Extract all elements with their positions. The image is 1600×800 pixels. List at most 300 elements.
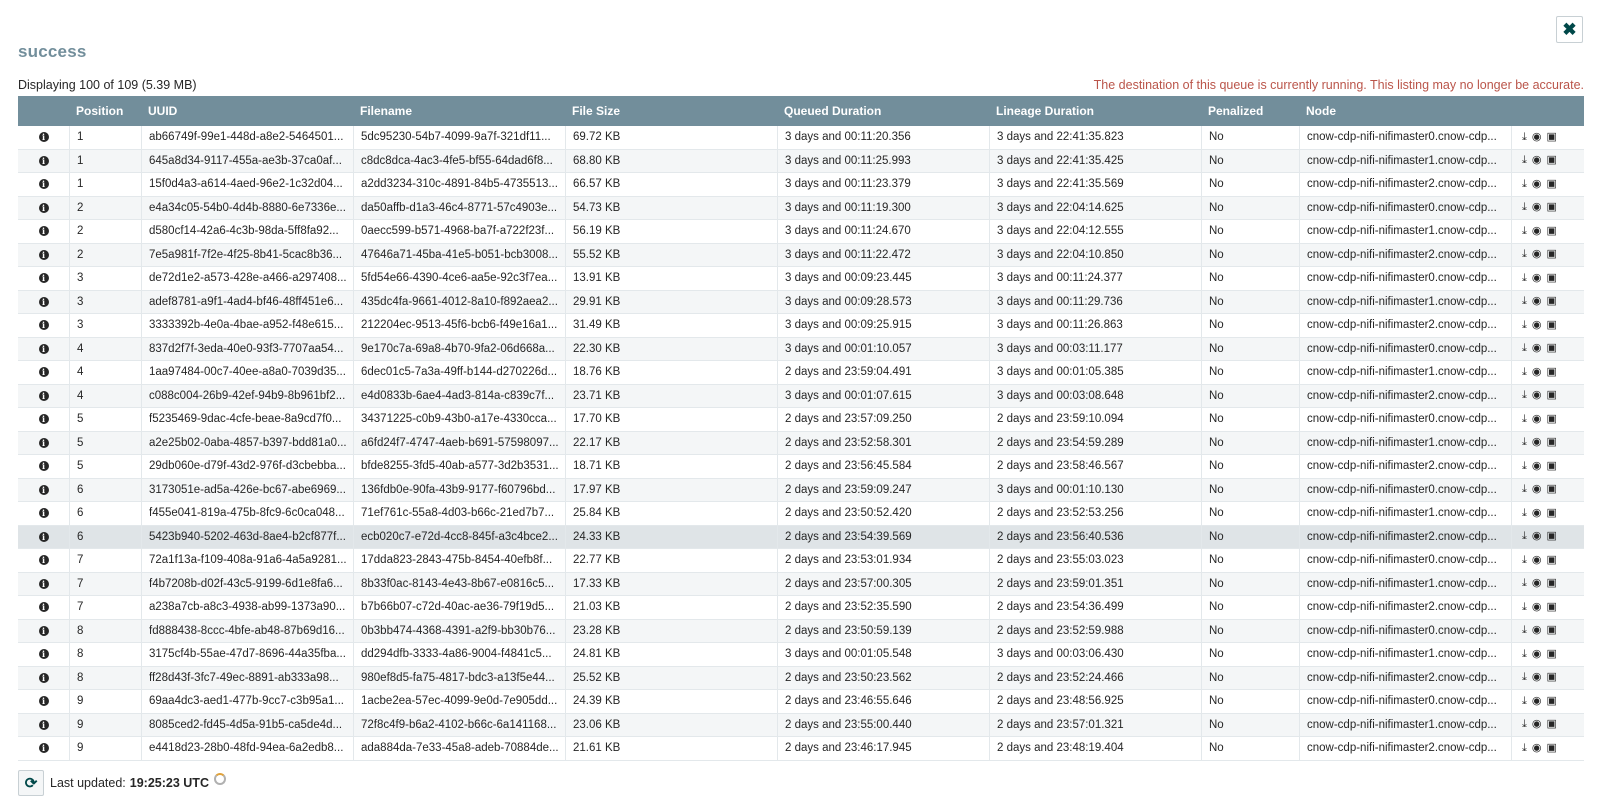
eye-icon[interactable]: ◉ (1531, 624, 1542, 637)
actions-cell (1512, 197, 1584, 220)
info-circle-icon[interactable]: i (39, 250, 49, 260)
download-icon[interactable]: ⤓ (1522, 600, 1527, 613)
table-row[interactable] (18, 596, 1584, 620)
table-row[interactable] (18, 126, 1584, 150)
info-circle-icon[interactable]: i (39, 320, 49, 330)
refresh-icon: ⟳ (24, 775, 38, 792)
queued-duration-cell: 2 days and 23:46:55.646 (778, 690, 990, 713)
eye-icon[interactable]: ◉ (1531, 647, 1542, 660)
column-header-position[interactable]: Position (76, 104, 124, 118)
provenance-icon[interactable]: ▣ (1546, 506, 1557, 519)
download-icon[interactable]: ⤓ (1522, 553, 1527, 566)
table-row[interactable] (18, 479, 1584, 503)
download-icon[interactable]: ⤓ (1522, 483, 1527, 496)
provenance-icon[interactable]: ▣ (1546, 365, 1557, 378)
download-icon[interactable]: ⤓ (1522, 741, 1527, 754)
eye-icon[interactable]: ◉ (1531, 318, 1542, 331)
info-circle-icon[interactable]: i (39, 649, 49, 659)
eye-icon[interactable]: ◉ (1531, 506, 1542, 519)
eye-icon[interactable]: ◉ (1531, 154, 1542, 167)
eye-icon[interactable]: ◉ (1531, 671, 1542, 684)
uuid-cell: e4418d23-28b0-48fd-94ea-6a2edb8... (142, 737, 354, 760)
download-icon[interactable]: ⤓ (1522, 365, 1527, 378)
table-row[interactable] (18, 197, 1584, 221)
actions-cell (1512, 573, 1584, 596)
provenance-icon[interactable]: ▣ (1546, 318, 1557, 331)
filename-cell: 212204ec-9513-45f6-bcb6-f49e16a1... (354, 314, 566, 337)
actions-cell (1512, 150, 1584, 173)
download-icon[interactable]: ⤓ (1522, 342, 1527, 355)
eye-icon[interactable]: ◉ (1531, 553, 1542, 566)
footer (18, 770, 226, 796)
penalized-cell: No (1202, 338, 1300, 361)
info-cell (18, 267, 70, 290)
filename-cell: 1acbe2ea-57ec-4099-9e0d-7e905dd... (354, 690, 566, 713)
queued-duration-cell: 3 days and 00:01:05.548 (778, 643, 990, 666)
info-circle-icon[interactable]: i (39, 696, 49, 706)
position-cell: 2 (70, 197, 142, 220)
eye-icon[interactable]: ◉ (1531, 365, 1542, 378)
column-header-filename[interactable]: Filename (360, 104, 413, 118)
queued-duration-cell: 2 days and 23:59:09.247 (778, 479, 990, 502)
lineage-duration-cell: 3 days and 00:11:26.863 (990, 314, 1202, 337)
table-row[interactable] (18, 220, 1584, 244)
file-size-cell: 24.81 KB (566, 643, 778, 666)
download-icon[interactable]: ⤓ (1522, 412, 1527, 425)
column-header-uuid[interactable]: UUID (148, 104, 178, 118)
last-updated-time: 19:25:23 UTC (129, 776, 209, 790)
eye-icon[interactable]: ◉ (1531, 483, 1542, 496)
eye-icon[interactable]: ◉ (1531, 694, 1542, 707)
info-cell (18, 173, 70, 196)
actions-cell (1512, 549, 1584, 572)
file-size-cell: 23.06 KB (566, 714, 778, 737)
info-circle-icon[interactable]: i (39, 132, 49, 142)
eye-icon[interactable]: ◉ (1531, 412, 1542, 425)
penalized-cell: No (1202, 479, 1300, 502)
table-row[interactable] (18, 432, 1584, 456)
uuid-cell: 3173051e-ad5a-426e-bc67-abe6969... (142, 479, 354, 502)
download-icon[interactable]: ⤓ (1522, 154, 1527, 167)
actions-cell (1512, 737, 1584, 760)
actions-cell (1512, 643, 1584, 666)
queued-duration-cell: 2 days and 23:54:39.569 (778, 526, 990, 549)
filename-cell: 47646a71-45ba-41e5-b051-bcb3008... (354, 244, 566, 267)
penalized-cell: No (1202, 549, 1300, 572)
lineage-duration-cell: 3 days and 00:03:06.430 (990, 643, 1202, 666)
file-size-cell: 17.70 KB (566, 408, 778, 431)
actions-cell (1512, 291, 1584, 314)
filename-cell: 71ef761c-55a8-4d03-b66c-21ed7b7... (354, 502, 566, 525)
file-size-cell: 22.17 KB (566, 432, 778, 455)
filename-cell: 8b33f0ac-8143-4e43-8b67-e0816c5... (354, 573, 566, 596)
info-circle-icon[interactable]: i (39, 626, 49, 636)
uuid-cell: 3333392b-4e0a-4bae-a952-f48e615... (142, 314, 354, 337)
provenance-icon[interactable]: ▣ (1546, 295, 1557, 308)
penalized-cell: No (1202, 596, 1300, 619)
lineage-duration-cell: 2 days and 23:48:56.925 (990, 690, 1202, 713)
info-circle-icon[interactable]: i (39, 602, 49, 612)
provenance-icon[interactable]: ▣ (1546, 154, 1557, 167)
eye-icon[interactable]: ◉ (1531, 718, 1542, 731)
lineage-duration-cell: 2 days and 23:57:01.321 (990, 714, 1202, 737)
file-size-cell: 31.49 KB (566, 314, 778, 337)
position-cell: 9 (70, 714, 142, 737)
eye-icon[interactable]: ◉ (1531, 530, 1542, 543)
actions-cell (1512, 220, 1584, 243)
info-circle-icon[interactable]: i (39, 485, 49, 495)
download-icon[interactable]: ⤓ (1522, 694, 1527, 707)
queued-duration-cell: 2 days and 23:50:23.562 (778, 667, 990, 690)
penalized-cell: No (1202, 408, 1300, 431)
info-cell (18, 596, 70, 619)
table-row[interactable] (18, 620, 1584, 644)
column-header-penalized[interactable]: Penalized (1208, 104, 1264, 118)
info-cell (18, 643, 70, 666)
loading-spinner-icon (214, 773, 226, 785)
actions-cell (1512, 244, 1584, 267)
download-icon[interactable]: ⤓ (1522, 201, 1527, 214)
node-cell: cnow-cdp-nifi-nifimaster2.cnow-cdp... (1300, 455, 1512, 478)
eye-icon[interactable]: ◉ (1531, 248, 1542, 261)
display-count: Displaying 100 of 109 (5.39 MB) (18, 78, 197, 92)
info-circle-icon[interactable]: i (39, 579, 49, 589)
table-row[interactable] (18, 385, 1584, 409)
penalized-cell: No (1202, 267, 1300, 290)
penalized-cell: No (1202, 714, 1300, 737)
table-row[interactable] (18, 643, 1584, 667)
position-cell: 5 (70, 432, 142, 455)
download-icon[interactable]: ⤓ (1522, 248, 1527, 261)
provenance-icon[interactable]: ▣ (1546, 342, 1557, 355)
table-row[interactable] (18, 244, 1584, 268)
provenance-icon[interactable]: ▣ (1546, 600, 1557, 613)
download-icon[interactable]: ⤓ (1522, 506, 1527, 519)
queued-duration-cell: 3 days and 00:09:25.915 (778, 314, 990, 337)
uuid-cell: a238a7cb-a8c3-4938-ab99-1373a90... (142, 596, 354, 619)
provenance-icon[interactable]: ▣ (1546, 224, 1557, 237)
table-row[interactable] (18, 737, 1584, 761)
download-icon[interactable]: ⤓ (1522, 224, 1527, 237)
uuid-cell: adef8781-a9f1-4ad4-bf46-48ff451e6... (142, 291, 354, 314)
actions-cell (1512, 173, 1584, 196)
info-cell (18, 197, 70, 220)
position-cell: 7 (70, 549, 142, 572)
table-row[interactable] (18, 408, 1584, 432)
node-cell: cnow-cdp-nifi-nifimaster0.cnow-cdp... (1300, 620, 1512, 643)
info-cell (18, 244, 70, 267)
eye-icon[interactable]: ◉ (1531, 342, 1542, 355)
file-size-cell: 21.61 KB (566, 737, 778, 760)
queued-duration-cell: 2 days and 23:52:35.590 (778, 596, 990, 619)
provenance-icon[interactable]: ▣ (1546, 671, 1557, 684)
column-header-node[interactable]: Node (1306, 104, 1336, 118)
provenance-icon[interactable]: ▣ (1546, 130, 1557, 143)
table-row[interactable] (18, 667, 1584, 691)
eye-icon[interactable]: ◉ (1531, 459, 1542, 472)
filename-cell: a6fd24f7-4747-4aeb-b691-57598097... (354, 432, 566, 455)
penalized-cell: No (1202, 361, 1300, 384)
lineage-duration-cell: 3 days and 00:01:05.385 (990, 361, 1202, 384)
column-header-lineage-duration[interactable]: Lineage Duration (996, 104, 1095, 118)
info-circle-icon[interactable]: i (39, 344, 49, 354)
table-row[interactable] (18, 455, 1584, 479)
penalized-cell: No (1202, 220, 1300, 243)
filename-cell: 5fd54e66-4390-4ce6-aa5e-92c3f7ea... (354, 267, 566, 290)
download-icon[interactable]: ⤓ (1522, 530, 1527, 543)
provenance-icon[interactable]: ▣ (1546, 553, 1557, 566)
position-cell: 8 (70, 643, 142, 666)
info-circle-icon[interactable]: i (39, 414, 49, 424)
file-size-cell: 23.28 KB (566, 620, 778, 643)
uuid-cell: 5423b940-5202-463d-8ae4-b2cf877f... (142, 526, 354, 549)
table-row[interactable] (18, 361, 1584, 385)
penalized-cell: No (1202, 667, 1300, 690)
actions-cell (1512, 361, 1584, 384)
actions-cell (1512, 667, 1584, 690)
file-size-cell: 23.71 KB (566, 385, 778, 408)
info-cell (18, 502, 70, 525)
queued-duration-cell: 2 days and 23:57:09.250 (778, 408, 990, 431)
position-cell: 7 (70, 573, 142, 596)
file-size-cell: 24.33 KB (566, 526, 778, 549)
provenance-icon[interactable]: ▣ (1546, 248, 1557, 261)
download-icon[interactable]: ⤓ (1522, 436, 1527, 449)
download-icon[interactable]: ⤓ (1522, 318, 1527, 331)
info-circle-icon[interactable]: i (39, 391, 49, 401)
provenance-icon[interactable]: ▣ (1546, 436, 1557, 449)
download-icon[interactable]: ⤓ (1522, 271, 1527, 284)
info-circle-icon[interactable]: i (39, 720, 49, 730)
eye-icon[interactable]: ◉ (1531, 177, 1542, 190)
provenance-icon[interactable]: ▣ (1546, 271, 1557, 284)
info-circle-icon[interactable]: i (39, 508, 49, 518)
eye-icon[interactable]: ◉ (1531, 600, 1542, 613)
file-size-cell: 56.19 KB (566, 220, 778, 243)
eye-icon[interactable]: ◉ (1531, 295, 1542, 308)
table-row[interactable] (18, 338, 1584, 362)
table-row[interactable] (18, 150, 1584, 174)
table-row[interactable] (18, 573, 1584, 597)
actions-cell (1512, 338, 1584, 361)
file-size-cell: 24.39 KB (566, 690, 778, 713)
eye-icon[interactable]: ◉ (1531, 201, 1542, 214)
info-cell (18, 737, 70, 760)
lineage-duration-cell: 2 days and 23:52:53.256 (990, 502, 1202, 525)
uuid-cell: 69aa4dc3-aed1-477b-9cc7-c3b95a1... (142, 690, 354, 713)
file-size-cell: 17.33 KB (566, 573, 778, 596)
table-row[interactable] (18, 267, 1584, 291)
column-header-queued-duration[interactable]: Queued Duration (784, 104, 882, 118)
download-icon[interactable]: ⤓ (1522, 130, 1527, 143)
position-cell: 3 (70, 267, 142, 290)
provenance-icon[interactable]: ▣ (1546, 577, 1557, 590)
filename-cell: 17dda823-2843-475b-8454-40efb8f... (354, 549, 566, 572)
table-row[interactable] (18, 714, 1584, 738)
penalized-cell: No (1202, 385, 1300, 408)
node-cell: cnow-cdp-nifi-nifimaster0.cnow-cdp... (1300, 549, 1512, 572)
refresh-button[interactable] (18, 770, 44, 796)
lineage-duration-cell: 2 days and 23:54:59.289 (990, 432, 1202, 455)
uuid-cell: ff28d43f-3fc7-49ec-8891-ab333a98... (142, 667, 354, 690)
table-row[interactable] (18, 549, 1584, 573)
download-icon[interactable]: ⤓ (1522, 718, 1527, 731)
info-circle-icon[interactable]: i (39, 555, 49, 565)
position-cell: 2 (70, 220, 142, 243)
table-row[interactable] (18, 314, 1584, 338)
eye-icon[interactable]: ◉ (1531, 271, 1542, 284)
provenance-icon[interactable]: ▣ (1546, 741, 1557, 754)
penalized-cell: No (1202, 455, 1300, 478)
info-circle-icon[interactable]: i (39, 461, 49, 471)
node-cell: cnow-cdp-nifi-nifimaster1.cnow-cdp... (1300, 220, 1512, 243)
info-circle-icon[interactable]: i (39, 673, 49, 683)
position-cell: 8 (70, 667, 142, 690)
download-icon[interactable]: ⤓ (1522, 577, 1527, 590)
lineage-duration-cell: 3 days and 22:41:35.425 (990, 150, 1202, 173)
lineage-duration-cell: 2 days and 23:59:01.351 (990, 573, 1202, 596)
lineage-duration-cell: 2 days and 23:48:19.404 (990, 737, 1202, 760)
download-icon[interactable]: ⤓ (1522, 459, 1527, 472)
download-icon[interactable]: ⤓ (1522, 647, 1527, 660)
close-button[interactable] (1556, 16, 1583, 43)
queued-duration-cell: 2 days and 23:50:59.139 (778, 620, 990, 643)
info-cell (18, 220, 70, 243)
penalized-cell: No (1202, 573, 1300, 596)
info-cell (18, 385, 70, 408)
info-circle-icon[interactable]: i (39, 203, 49, 213)
penalized-cell: No (1202, 643, 1300, 666)
table-row[interactable] (18, 502, 1584, 526)
actions-cell (1512, 714, 1584, 737)
column-header-file-size[interactable]: File Size (572, 104, 621, 118)
penalized-cell: No (1202, 173, 1300, 196)
eye-icon[interactable]: ◉ (1531, 577, 1542, 590)
provenance-icon[interactable]: ▣ (1546, 459, 1557, 472)
actions-cell (1512, 620, 1584, 643)
provenance-icon[interactable]: ▣ (1546, 201, 1557, 214)
uuid-cell: f455e041-819a-475b-8fc9-6c0ca048... (142, 502, 354, 525)
info-cell (18, 314, 70, 337)
eye-icon[interactable]: ◉ (1531, 224, 1542, 237)
info-cell (18, 573, 70, 596)
provenance-icon[interactable]: ▣ (1546, 389, 1557, 402)
info-circle-icon[interactable]: i (39, 226, 49, 236)
download-icon[interactable]: ⤓ (1522, 177, 1527, 190)
position-cell: 6 (70, 526, 142, 549)
lineage-duration-cell: 2 days and 23:56:40.536 (990, 526, 1202, 549)
position-cell: 4 (70, 385, 142, 408)
lineage-duration-cell: 2 days and 23:52:24.466 (990, 667, 1202, 690)
info-circle-icon[interactable]: i (39, 273, 49, 283)
queued-duration-cell: 3 days and 00:09:23.445 (778, 267, 990, 290)
info-circle-icon[interactable]: i (39, 438, 49, 448)
position-cell: 1 (70, 126, 142, 149)
filename-cell: 34371225-c0b9-43b0-a17e-4330cca... (354, 408, 566, 431)
node-cell: cnow-cdp-nifi-nifimaster2.cnow-cdp... (1300, 526, 1512, 549)
filename-cell: ecb020c7-e72d-4cc8-845f-a3c4bce2... (354, 526, 566, 549)
eye-icon[interactable]: ◉ (1531, 389, 1542, 402)
last-updated-label: Last updated: (50, 776, 126, 790)
download-icon[interactable]: ⤓ (1522, 624, 1527, 637)
info-circle-icon[interactable]: i (39, 156, 49, 166)
download-icon[interactable]: ⤓ (1522, 389, 1527, 402)
filename-cell: 5dc95230-54b7-4099-9a7f-321df11... (354, 126, 566, 149)
node-cell: cnow-cdp-nifi-nifimaster0.cnow-cdp... (1300, 479, 1512, 502)
file-size-cell: 22.30 KB (566, 338, 778, 361)
eye-icon[interactable]: ◉ (1531, 130, 1542, 143)
eye-icon[interactable]: ◉ (1531, 436, 1542, 449)
info-circle-icon[interactable]: i (39, 743, 49, 753)
penalized-cell: No (1202, 620, 1300, 643)
file-size-cell: 17.97 KB (566, 479, 778, 502)
table-row[interactable] (18, 291, 1584, 315)
info-circle-icon[interactable]: i (39, 179, 49, 189)
table-row[interactable] (18, 526, 1584, 550)
penalized-cell: No (1202, 291, 1300, 314)
warning-message: The destination of this queue is currently running. This listing may no longer be accurate. (1093, 78, 1584, 92)
uuid-cell: e4a34c05-54b0-4d4b-8880-6e7336e... (142, 197, 354, 220)
provenance-icon[interactable]: ▣ (1546, 694, 1557, 707)
lineage-duration-cell: 2 days and 23:59:10.094 (990, 408, 1202, 431)
actions-cell (1512, 526, 1584, 549)
node-cell: cnow-cdp-nifi-nifimaster0.cnow-cdp... (1300, 408, 1512, 431)
info-cell (18, 150, 70, 173)
provenance-icon[interactable]: ▣ (1546, 647, 1557, 660)
filename-cell: 980ef8d5-fa75-4817-bdc3-a13f5e44... (354, 667, 566, 690)
info-cell (18, 291, 70, 314)
file-size-cell: 18.71 KB (566, 455, 778, 478)
info-cell (18, 126, 70, 149)
uuid-cell: d580cf14-42a6-4c3b-98da-5ff8fa92... (142, 220, 354, 243)
penalized-cell: No (1202, 432, 1300, 455)
info-circle-icon[interactable]: i (39, 367, 49, 377)
info-circle-icon[interactable]: i (39, 532, 49, 542)
table-row[interactable] (18, 690, 1584, 714)
node-cell: cnow-cdp-nifi-nifimaster1.cnow-cdp... (1300, 291, 1512, 314)
actions-cell (1512, 690, 1584, 713)
info-cell (18, 620, 70, 643)
node-cell: cnow-cdp-nifi-nifimaster2.cnow-cdp... (1300, 314, 1512, 337)
node-cell: cnow-cdp-nifi-nifimaster0.cnow-cdp... (1300, 197, 1512, 220)
position-cell: 3 (70, 291, 142, 314)
queued-duration-cell: 2 days and 23:55:00.440 (778, 714, 990, 737)
position-cell: 1 (70, 173, 142, 196)
provenance-icon[interactable]: ▣ (1546, 177, 1557, 190)
actions-cell (1512, 385, 1584, 408)
file-size-cell: 68.80 KB (566, 150, 778, 173)
lineage-duration-cell: 3 days and 00:03:08.648 (990, 385, 1202, 408)
info-circle-icon[interactable]: i (39, 297, 49, 307)
position-cell: 4 (70, 338, 142, 361)
download-icon[interactable]: ⤓ (1522, 295, 1527, 308)
node-cell: cnow-cdp-nifi-nifimaster1.cnow-cdp... (1300, 361, 1512, 384)
download-icon[interactable]: ⤓ (1522, 671, 1527, 684)
file-size-cell: 21.03 KB (566, 596, 778, 619)
lineage-duration-cell: 2 days and 23:58:46.567 (990, 455, 1202, 478)
provenance-icon[interactable]: ▣ (1546, 718, 1557, 731)
file-size-cell: 18.76 KB (566, 361, 778, 384)
provenance-icon[interactable]: ▣ (1546, 530, 1557, 543)
provenance-icon[interactable]: ▣ (1546, 412, 1557, 425)
filename-cell: 435dc4fa-9661-4012-8a10-f892aea2... (354, 291, 566, 314)
table-row[interactable] (18, 173, 1584, 197)
eye-icon[interactable]: ◉ (1531, 741, 1542, 754)
provenance-icon[interactable]: ▣ (1546, 483, 1557, 496)
queued-duration-cell: 3 days and 00:11:22.472 (778, 244, 990, 267)
provenance-icon[interactable]: ▣ (1546, 624, 1557, 637)
uuid-cell: 8085ced2-fd45-4d5a-91b5-ca5de4d... (142, 714, 354, 737)
